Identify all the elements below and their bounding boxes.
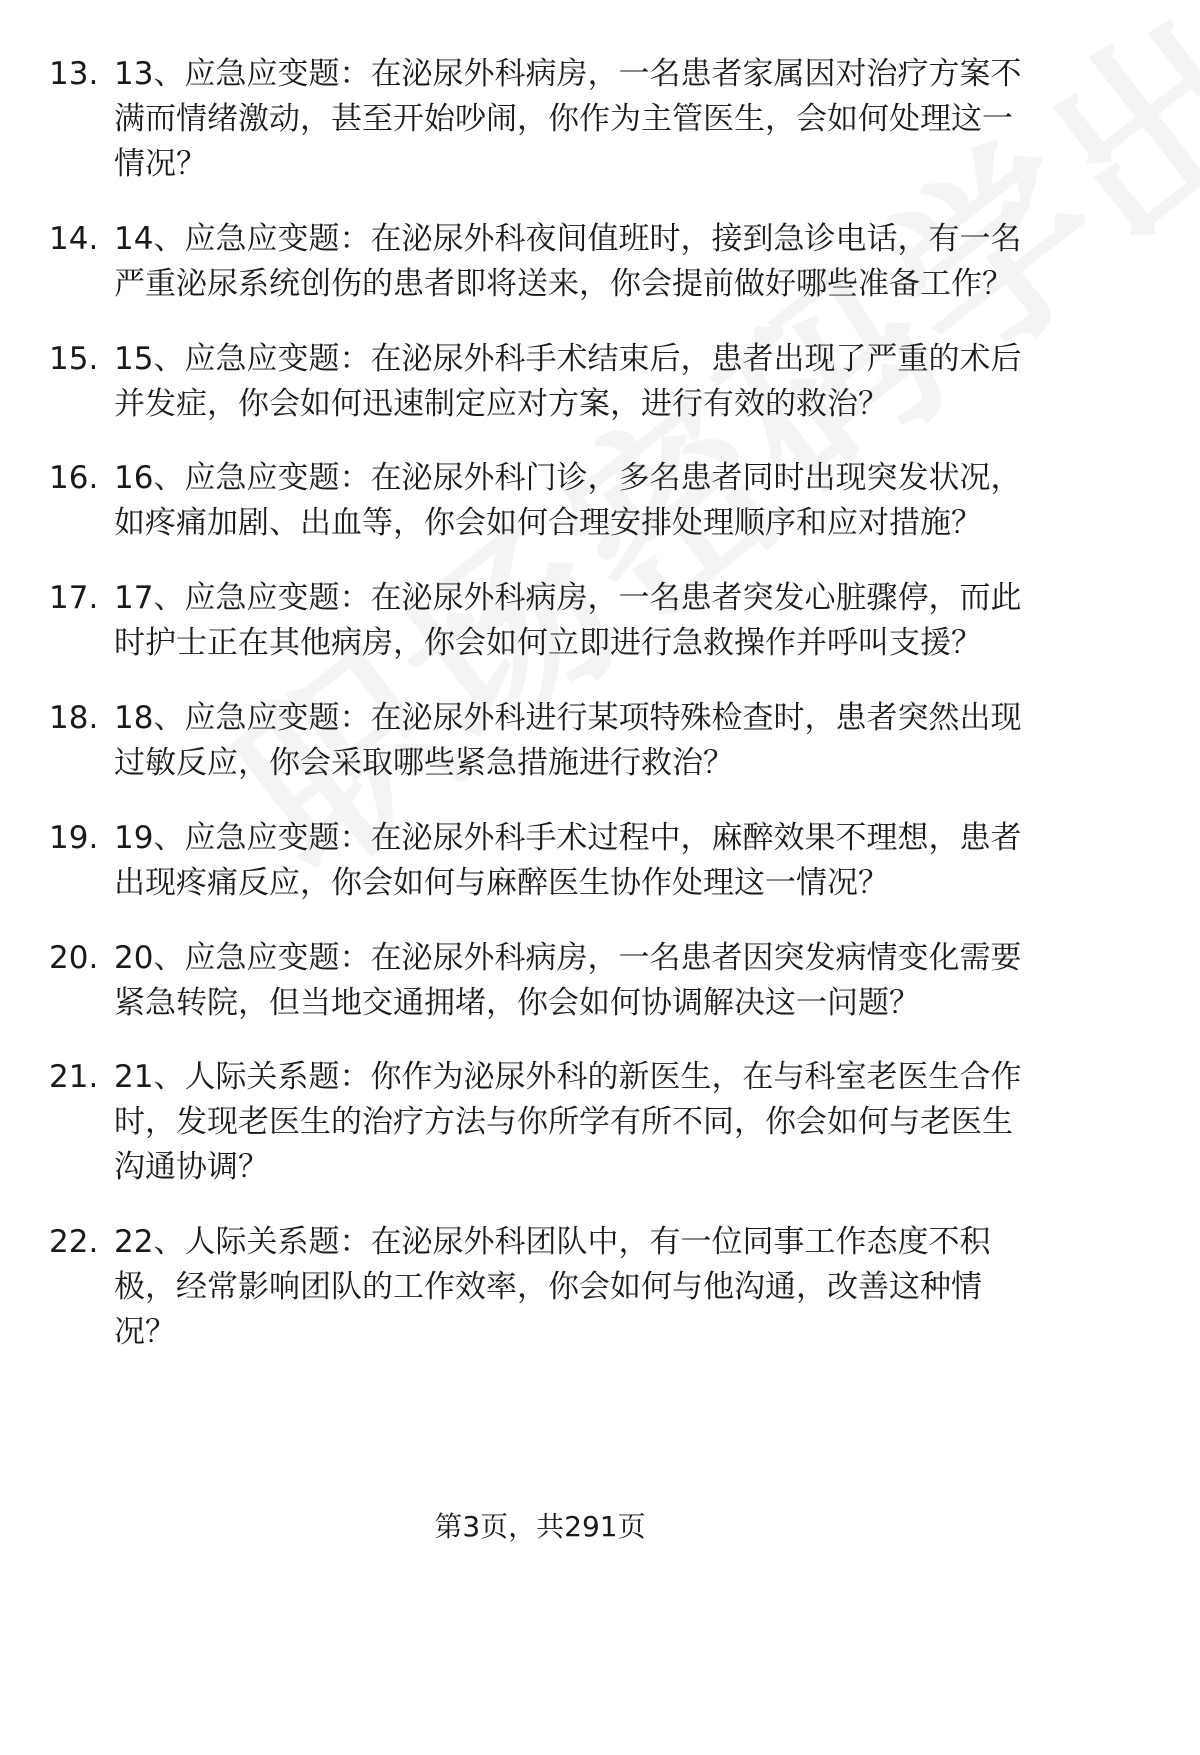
question-text: 19、应急应变题：在泌尿外科手术过程中，麻醉效果不理想，患者出现疼痛反应，你会如何与麻醉医生协作处理这一情况？: [114, 819, 1022, 901]
question-item: [0, 1055, 1080, 1190]
question-item: [0, 816, 1080, 906]
question-number: 19.: [49, 819, 99, 856]
question-number: 21.: [49, 1059, 99, 1096]
question-list: [0, 52, 1080, 1385]
question-item: [0, 1220, 1080, 1355]
question-text: 17、应急应变题：在泌尿外科病房，一名患者突发心脏骤停，而此时护士正在其他病房，你会如何立即进行急救操作并呼叫支援？: [114, 580, 1022, 662]
question-text: 14、应急应变题：在泌尿外科夜间值班时，接到急诊电话，有一名严重泌尿系统创伤的患者即将送来，你会提前做好哪些准备工作？: [114, 220, 1022, 302]
question-item: [0, 696, 1080, 786]
question-item: [0, 456, 1080, 546]
question-number: 13.: [49, 56, 99, 92]
question-text: 20、应急应变题：在泌尿外科病房，一名患者因突发病情变化需要紧急转院，但当地交通拥堵，你会如何协调解决这一问题？: [114, 939, 1022, 1021]
question-item: [0, 936, 1080, 1026]
question-number: 20.: [49, 939, 99, 976]
question-text: 13、应急应变题：在泌尿外科病房，一名患者家属因对治疗方案不满而情绪激动，甚至开始吵闹，你作为主管医生，会如何处理这一情况？: [114, 56, 1022, 182]
question-number: 14.: [49, 220, 99, 257]
question-number: 17.: [49, 580, 99, 617]
question-text: 18、应急应变题：在泌尿外科进行某项特殊检查时，患者突然出现过敏反应，你会采取哪些紧急措施进行救治？: [114, 699, 1022, 781]
question-item: [0, 337, 1080, 427]
question-text: 16、应急应变题：在泌尿外科门诊，多名患者同时出现突发状况，如疼痛加剧、出血等，你会如何合理安排处理顺序和应对措施？: [114, 460, 1022, 542]
question-item: [0, 52, 1080, 187]
question-text: 22、人际关系题：在泌尿外科团队中，有一位同事工作态度不积极，经常影响团队的工作效率，你会如何与他沟通，改善这种情况？: [114, 1224, 991, 1351]
question-number: 22.: [49, 1224, 99, 1261]
question-number: 16.: [49, 460, 99, 497]
question-text: 21、人际关系题：你作为泌尿外科的新医生，在与科室老医生合作时，发现老医生的治疗方法与你所学有所不同，你会如何与老医生沟通协调？: [114, 1059, 1022, 1186]
question-number: 15.: [49, 340, 99, 377]
question-text: 15、应急应变题：在泌尿外科手术结束后，患者出现了严重的术后并发症，你会如何迅速制定应对方案，进行有效的救治？: [114, 340, 1022, 422]
question-item: [0, 217, 1080, 307]
question-number: 18.: [49, 699, 99, 736]
question-item: [0, 576, 1080, 666]
page-footer: 第3页，共291页: [434, 1510, 646, 1543]
